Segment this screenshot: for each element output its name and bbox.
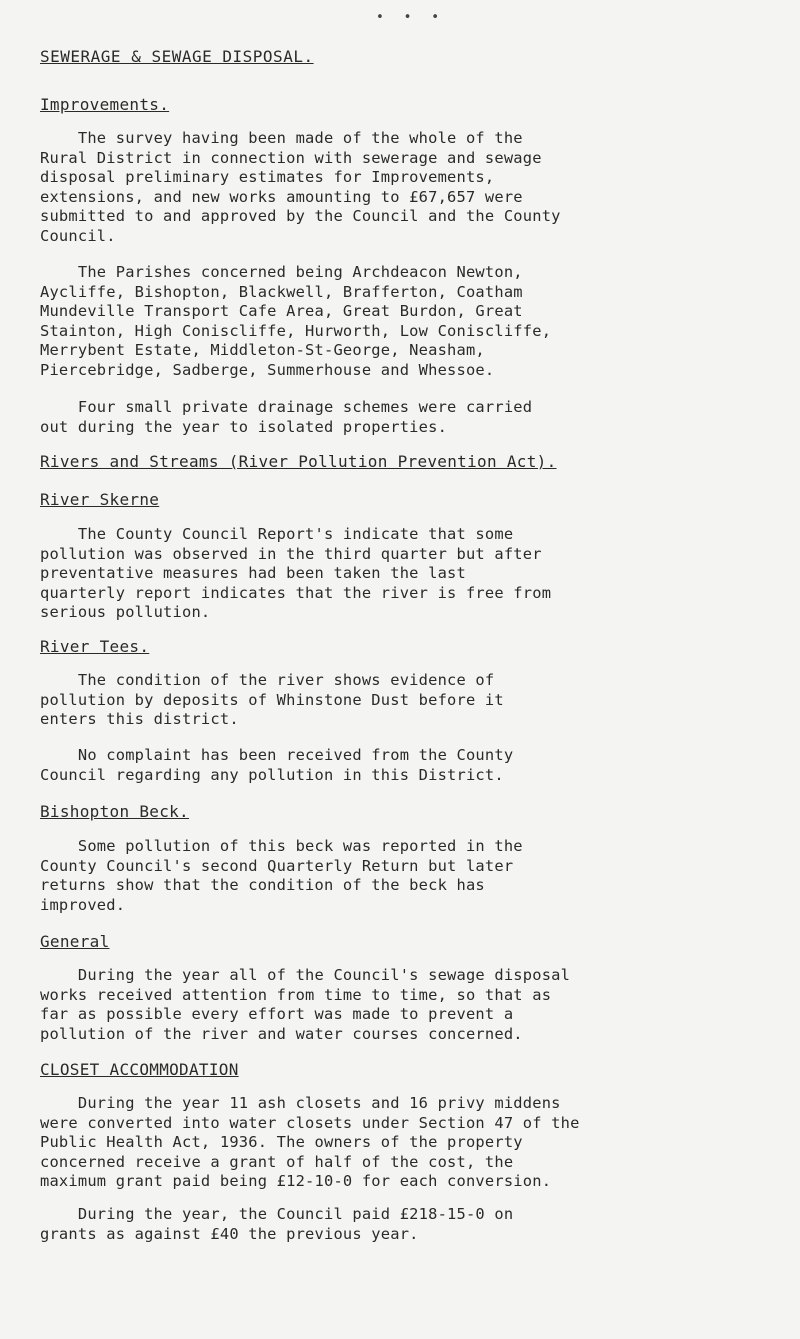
river-tees-heading: River Tees.	[40, 637, 150, 656]
river-skerne-heading: River Skerne	[40, 490, 160, 509]
river-skerne-paragraph: The County Council Report's indicate that some pollution was observed in the third quarter but after preventative measures had been taken the last quarterly report indicates that the river is free from serious pollution.	[40, 525, 552, 621]
improvements-paragraph-1: The survey having been made of the whole of the Rural District in connection with sewerage and sewage disposal preliminary estimates for Improvements, extensions, and new works amounting to £67,657 were submitted to and approved by the Council and the County Council.	[40, 129, 561, 245]
improvements-heading: Improvements.	[40, 95, 170, 114]
general-paragraph: During the year all of the Council's sewage disposal works received attention from time to time, so that as far as possible every effort was made to prevent a pollution of the river and water courses concerned.	[40, 966, 571, 1043]
page-mark: • • •	[376, 10, 446, 25]
closet-paragraph-2: During the year, the Council paid £218-15-0 on grants as against £40 the previous year.	[40, 1205, 514, 1243]
river-tees-paragraph-1: The condition of the river shows evidence of pollution by deposits of Whinstone Dust before it enters this district.	[40, 671, 504, 728]
bishopton-beck-heading: Bishopton Beck.	[40, 802, 189, 821]
rivers-heading: Rivers and Streams (River Pollution Prevention Act).	[40, 452, 557, 471]
section-title: SEWERAGE & SEWAGE DISPOSAL.	[40, 47, 314, 66]
improvements-paragraph-3: Four small private drainage schemes were carried out during the year to isolated properties.	[40, 398, 533, 436]
improvements-paragraph-2: The Parishes concerned being Archdeacon Newton, Aycliffe, Bishopton, Blackwell, Brafferton, Coatham Mundeville Transport Cafe Area, Great Burdon, Great Stainton, High Coniscliffe, Hurworth, Low Coniscliffe, Merrybent Estate, Middleton-St-George, Neasham, Piercebridge, Sadberge, Summerhouse and Whessoe.	[40, 263, 552, 379]
general-heading: General	[40, 932, 110, 951]
closet-paragraph-1: During the year 11 ash closets and 16 privy middens were converted into water closets under Section 47 of the Public Health Act, 1936. The owners of the property concerned receive a grant of half of the cost, the maximum grant paid being £12-10-0 for each conversion.	[40, 1094, 580, 1190]
bishopton-beck-paragraph: Some pollution of this beck was reported in the County Council's second Quarterly Return but later returns show that the condition of the beck has improved.	[40, 837, 523, 914]
river-tees-paragraph-2: No complaint has been received from the County Council regarding any pollution in this District.	[40, 746, 514, 784]
closet-accommodation-heading: CLOSET ACCOMMODATION	[40, 1060, 239, 1079]
